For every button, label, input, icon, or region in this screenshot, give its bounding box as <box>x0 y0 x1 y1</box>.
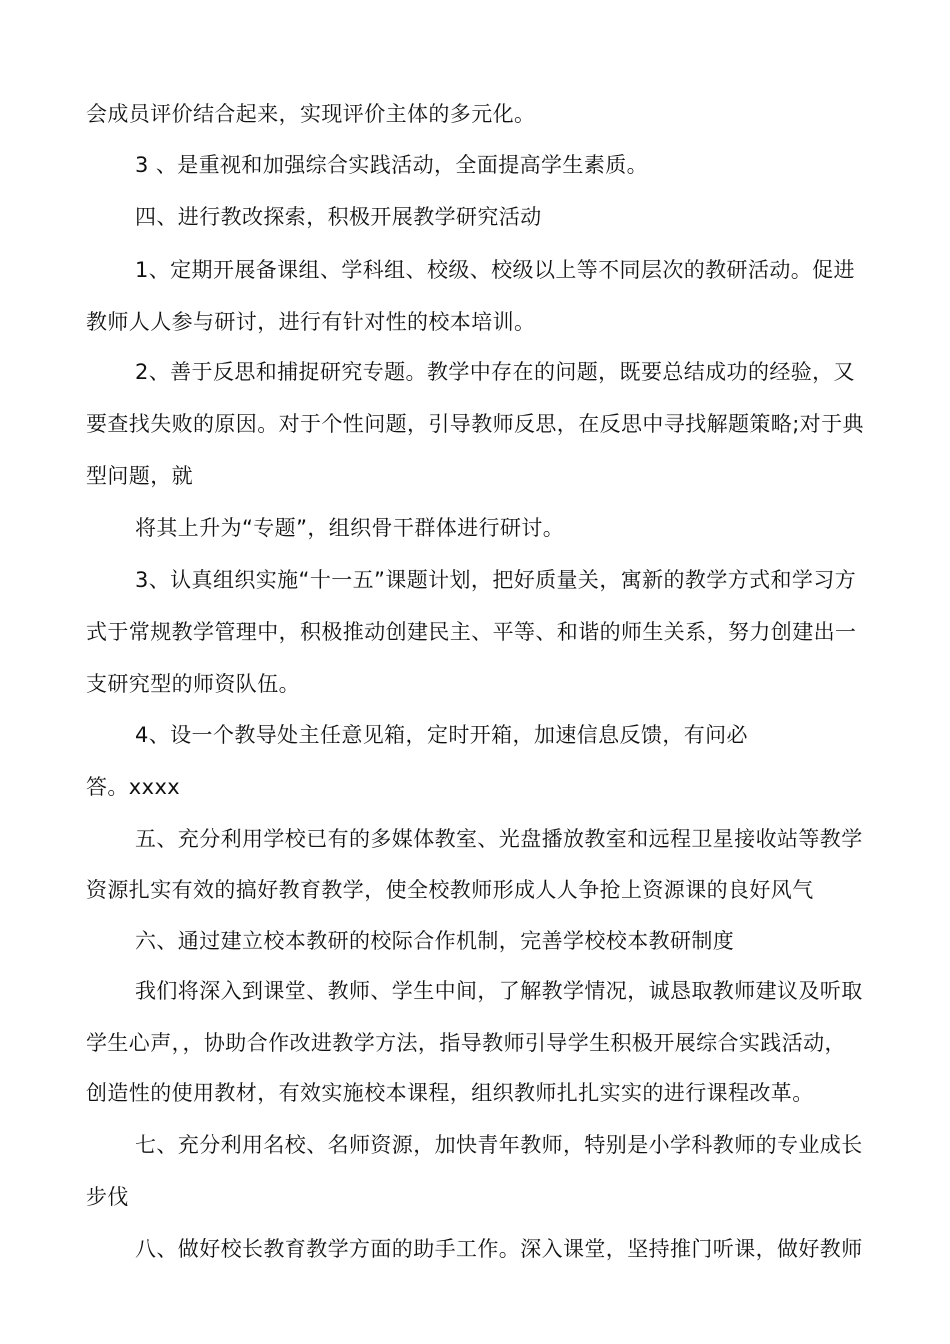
text-line: 答。xxxx <box>86 775 181 799</box>
text-line: 学生心声，，协助合作改进教学方法，指导教师引导学生积极开展综合实践活动， <box>86 1031 846 1055</box>
section-heading: 五、充分利用学校已有的多媒体教室、光盘播放教室和远程卫星接收站等教学 <box>135 827 863 851</box>
text-line: 3、认真组织实施“十一五”课题计划，把好质量关，寓新的教学方式和学习方 <box>135 568 857 592</box>
text-line: 资源扎实有效的搞好教育教学，使全校教师形成人人争抢上资源课的良好风气 <box>86 878 814 902</box>
text-line: 我们将深入到课堂、教师、学生中间，了解教学情况，诚恳取教师建议及听取 <box>135 979 863 1003</box>
text-line: 要查找失败的原因。对于个性问题，引导教师反思，在反思中寻找解题策略;对于典 <box>86 412 864 436</box>
text-line: 步伐 <box>86 1185 129 1209</box>
section-heading: 六、通过建立校本教研的校际合作机制，完善学校校本教研制度 <box>135 929 735 953</box>
text-line: 式于常规教学管理中，积极推动创建民主、平等、和谐的师生关系，努力创建出一 <box>86 620 857 644</box>
text-line: 创造性的使用教材，有效实施校本课程，组织教师扎扎实实的进行课程改革。 <box>86 1081 814 1105</box>
text-line: 2、善于反思和捕捉研究专题。教学中存在的问题，既要总结成功的经验，又 <box>135 360 855 384</box>
text-line: 教师人人参与研讨，进行有针对性的校本培训。 <box>86 310 536 334</box>
text-line: 1、定期开展备课组、学科组、校级、校级以上等不同层次的教研活动。促进 <box>135 258 855 282</box>
section-heading: 四、进行教改探索，积极开展教学研究活动 <box>135 205 542 229</box>
text-line: 4、设一个教导处主任意见箱，定时开箱，加速信息反馈，有问必 <box>135 723 748 747</box>
section-heading: 八、做好校长教育教学方面的助手工作。深入课堂，坚持推门听课，做好教师 <box>135 1237 863 1261</box>
text-line: 会成员评价结合起来，实现评价主体的多元化。 <box>86 102 536 126</box>
section-heading: 七、充分利用名校、名师资源，加快青年教师，特别是小学科教师的专业成长 <box>135 1133 863 1157</box>
text-line: 将其上升为“专题”，组织骨干群体进行研讨。 <box>135 516 565 540</box>
text-line: 型问题，就 <box>86 464 193 488</box>
text-line: 3 、是重视和加强综合实践活动，全面提高学生素质。 <box>135 153 649 177</box>
text-line: 支研究型的师资队伍。 <box>86 672 300 696</box>
